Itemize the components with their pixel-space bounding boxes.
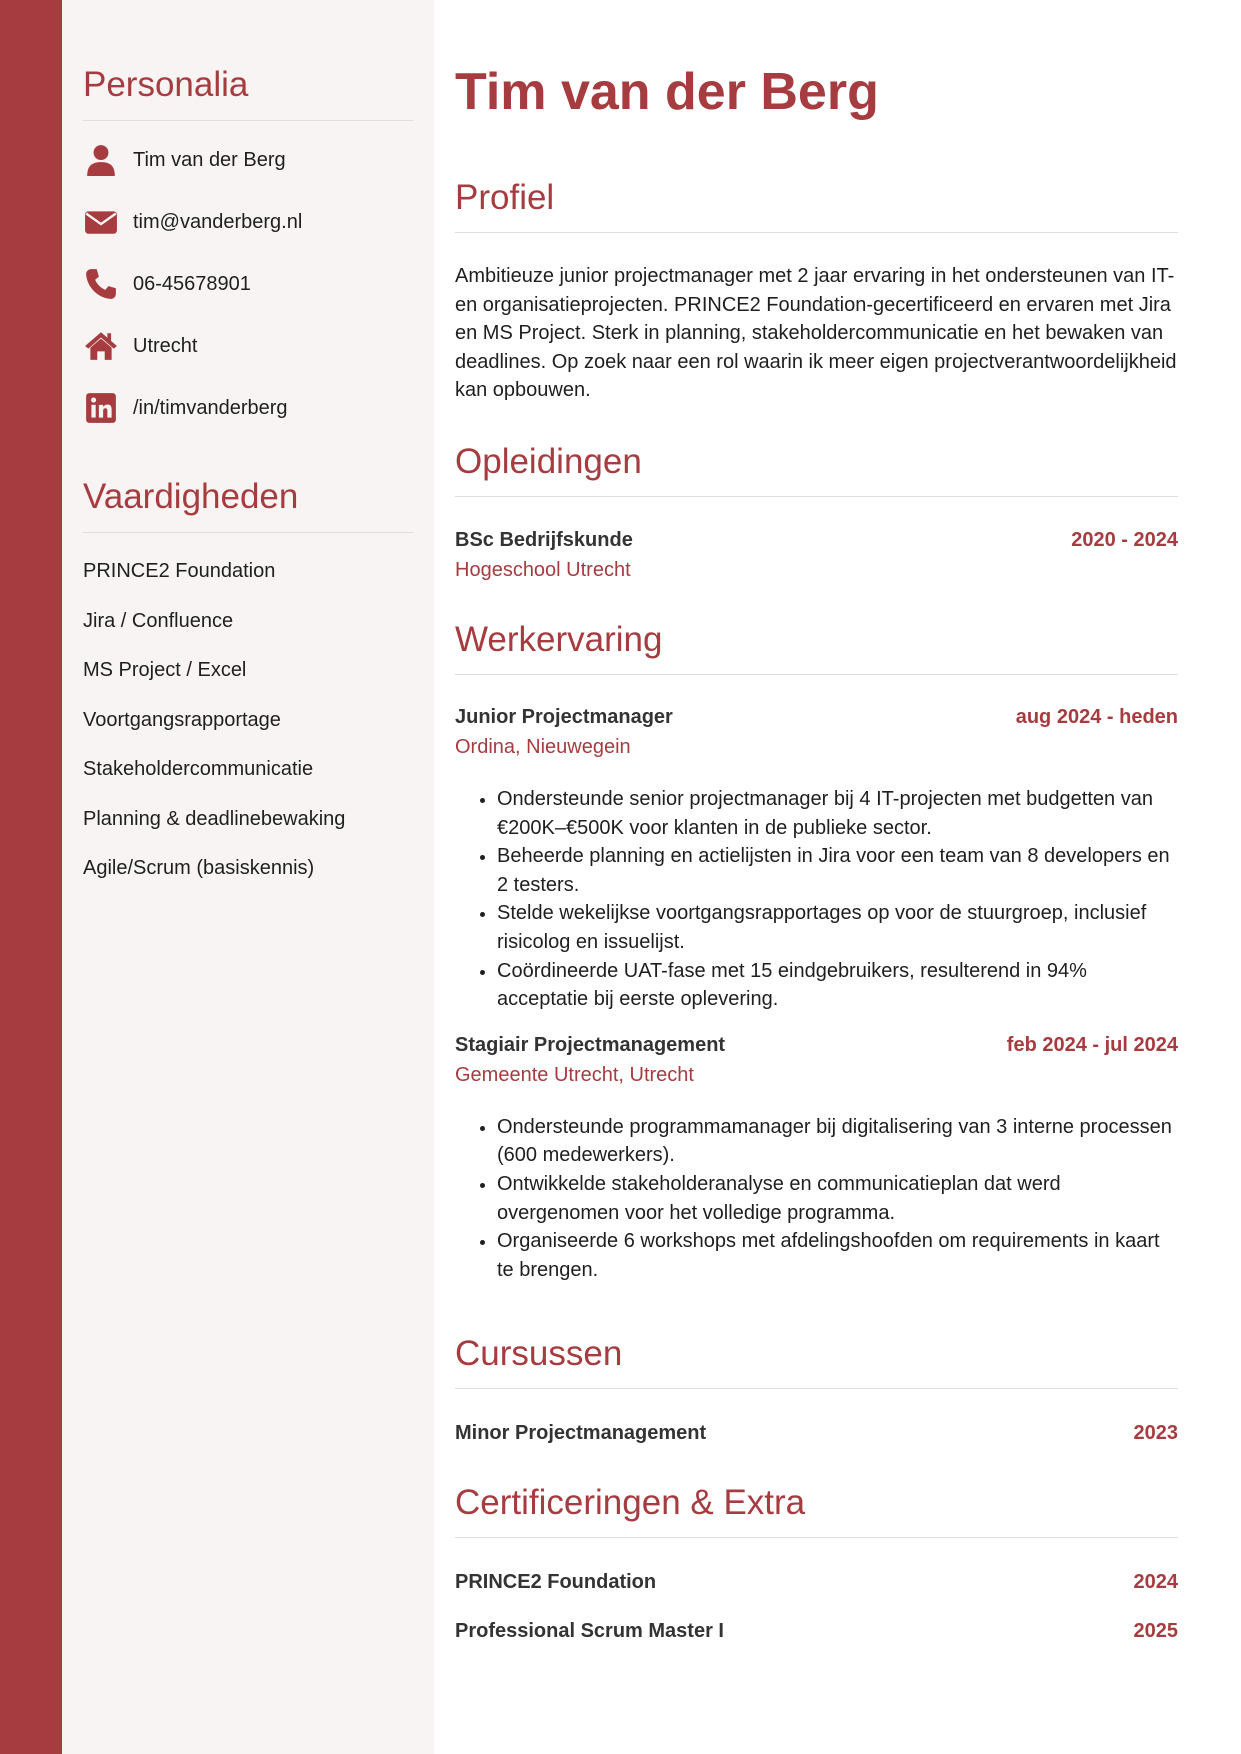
skills-section — [83, 476, 413, 894]
divider — [455, 1537, 1178, 1538]
bullet-item: • Organiseerde 6 workshops met afdelingshoofden om requirements in kaart te brengen. — [497, 1227, 1178, 1284]
linkedin-icon — [83, 390, 119, 426]
certifications-section — [455, 1482, 1178, 1643]
skill-item: Jira / Confluence — [83, 609, 234, 632]
certification-year: 2025 — [1133, 1620, 1178, 1642]
certification-name: Professional Scrum Master I — [455, 1620, 724, 1642]
divider — [455, 674, 1178, 675]
job-role: Junior Projectmanager — [455, 706, 673, 728]
skills-list — [83, 547, 413, 894]
candidate-name: Tim van der Berg — [455, 63, 879, 121]
education-section — [455, 441, 1178, 582]
certification-entry — [455, 1620, 1178, 1643]
experience-title: Werkervaring — [455, 620, 663, 659]
certification-year: 2024 — [1133, 1571, 1178, 1593]
job-company: Gemeente Utrecht, Utrecht — [455, 1063, 694, 1086]
school: Hogeschool Utrecht — [455, 559, 631, 581]
bullet-item: • Ontwikkelde stakeholderanalyse en communicatieplan dat werd overgenomen voor het volledige programma. — [497, 1170, 1178, 1227]
personalia-title: Personalia — [83, 65, 249, 104]
job-bullets — [455, 785, 1178, 1014]
personalia-section — [83, 64, 413, 439]
contact-linkedin[interactable] — [83, 377, 413, 439]
job-role: Stagiair Projectmanagement — [455, 1033, 726, 1056]
contact-email-text[interactable]: tim@vanderberg.nl — [133, 210, 303, 233]
skill-item: Planning & deadlinebewaking — [83, 807, 346, 830]
experience-entry — [455, 1034, 1178, 1285]
profile-text: Ambitieuze junior projectmanager met 2 jaar ervaring in het ondersteunen van IT- en organisatieprojecten. PRINCE2 Foundation-gecertificeerd en ervaren met Jira en MS Project. Sterk in planning, stakeholdercommunicatie en het bewaken van deadlines. Op zoek naar een rol waarin ik meer eigen projectverantwoordelijkheid kan opbouwen. — [455, 265, 1177, 402]
job-dates: aug 2024 - heden — [1015, 706, 1178, 728]
home-icon — [83, 328, 119, 364]
education-title: Opleidingen — [455, 442, 642, 481]
contact-phone-text[interactable]: 06-45678901 — [133, 272, 251, 295]
phone-icon — [83, 266, 119, 302]
course-year: 2023 — [1133, 1422, 1178, 1444]
certification-name: PRINCE2 Foundation — [455, 1571, 657, 1593]
contact-list — [83, 129, 413, 439]
certifications-title: Certificeringen & Extra — [455, 1483, 806, 1522]
skills-title: Vaardigheden — [83, 477, 299, 516]
envelope-icon — [83, 204, 119, 240]
bullet-item: • Stelde wekelijkse voortgangsrapportages op voor de stuurgroep, inclusief risicolog en issuelijst. — [497, 899, 1178, 956]
skill-item: Voortgangsrapportage — [83, 708, 281, 731]
divider — [455, 232, 1178, 233]
sidebar — [62, 0, 434, 1754]
courses-title: Cursussen — [455, 1334, 623, 1373]
course-name: Minor Projectmanagement — [455, 1422, 707, 1444]
contact-location-text: Utrecht — [133, 334, 198, 357]
divider — [83, 120, 413, 121]
entry-header — [455, 706, 1178, 729]
education-entry — [455, 529, 1178, 582]
contact-location — [83, 315, 413, 377]
bullet-item: • Beheerde planning en actielijsten in Jira voor een team van 8 developers en 2 testers. — [497, 842, 1178, 899]
certification-entry — [455, 1571, 1178, 1594]
user-icon — [83, 142, 119, 178]
divider — [83, 532, 413, 533]
job-company: Ordina, Nieuwegein — [455, 736, 631, 758]
profile-title: Profiel — [455, 178, 555, 217]
skill-item: MS Project / Excel — [83, 659, 247, 681]
entry-header — [455, 1034, 1178, 1057]
bullet-item: • Coördineerde UAT-fase met 15 eindgebruikers, resulterend in 94% acceptatie bij eerste oplevering. — [497, 957, 1178, 1014]
skill-item: Stakeholdercommunicatie — [83, 758, 314, 780]
education-dates: 2020 - 2024 — [1071, 529, 1178, 551]
contact-email[interactable] — [83, 191, 413, 253]
contact-name — [83, 129, 413, 191]
bullet-item: • Ondersteunde senior projectmanager bij 4 IT-projecten met budgetten van €200K–€500K voor klanten in de publieke sector. — [497, 785, 1178, 842]
contact-linkedin-text[interactable]: /in/timvanderberg — [133, 396, 288, 419]
divider — [455, 496, 1178, 497]
bullet-item: • Ondersteunde programmamanager bij digitalisering van 3 interne processen (600 medewerkers). — [497, 1113, 1178, 1170]
course-entry — [455, 1422, 1178, 1445]
skill-item: Agile/Scrum (basiskennis) — [83, 857, 315, 879]
courses-section — [455, 1333, 1178, 1445]
entry-header — [455, 529, 1178, 552]
job-bullets — [455, 1113, 1178, 1285]
contact-phone[interactable] — [83, 253, 413, 315]
experience-section — [455, 619, 1178, 1284]
accent-bar — [0, 0, 62, 1754]
profile-section — [455, 177, 1178, 405]
job-dates: feb 2024 - jul 2024 — [1006, 1033, 1178, 1056]
experience-entry — [455, 706, 1178, 1014]
contact-name-text: Tim van der Berg — [133, 148, 286, 171]
skill-item: PRINCE2 Foundation — [83, 560, 276, 582]
degree: BSc Bedrijfskunde — [455, 529, 633, 551]
divider — [455, 1388, 1178, 1389]
